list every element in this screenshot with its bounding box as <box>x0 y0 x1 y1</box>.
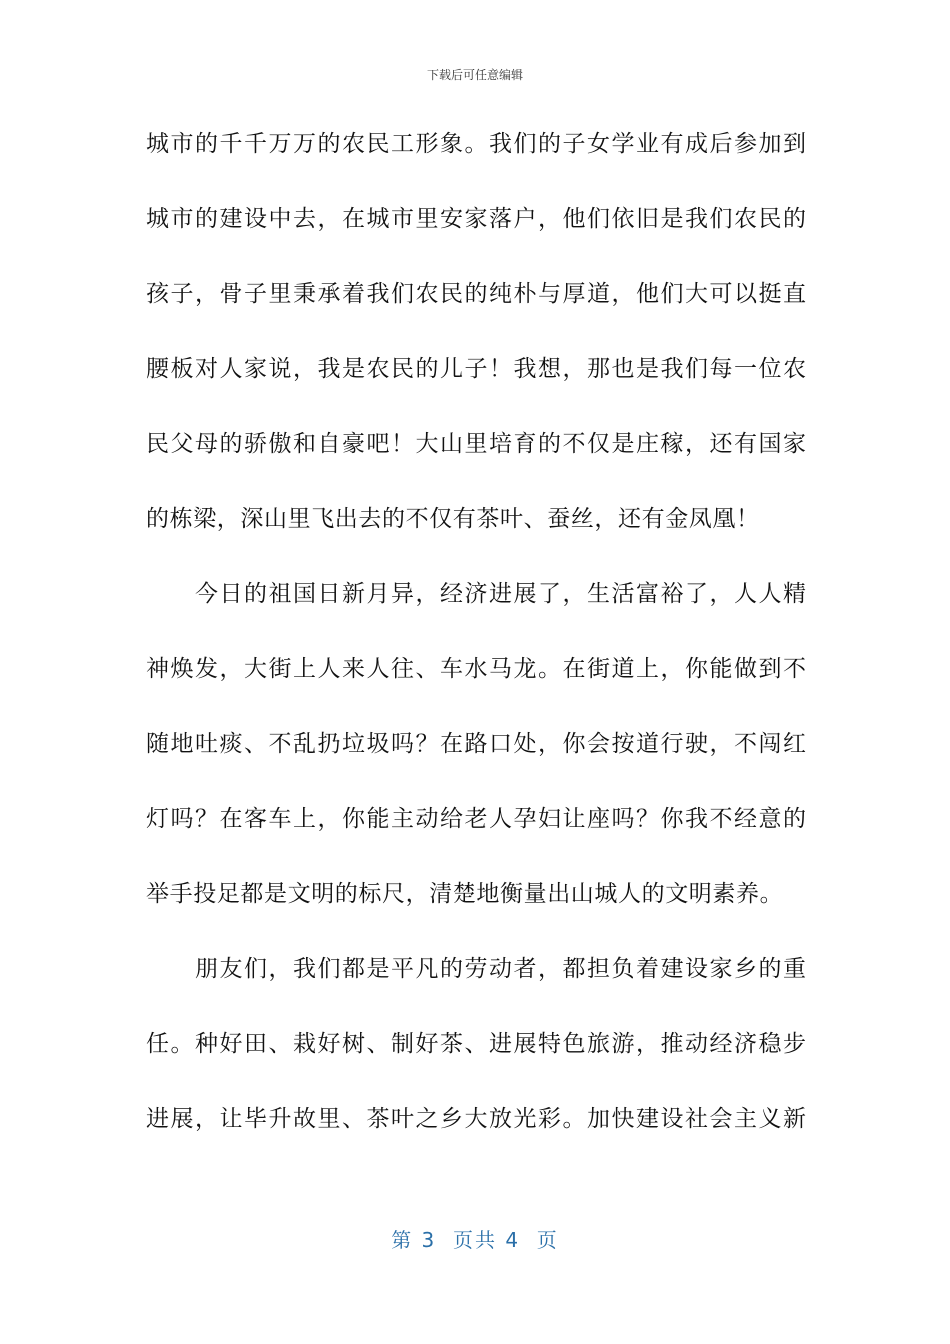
body-line: 进展，让毕升故里、茶叶之乡大放光彩。加快建设社会主义新 <box>146 1106 806 1132</box>
body-line: 的栋梁，深山里飞出去的不仅有茶叶、蚕丝，还有金凤凰！ <box>146 506 760 532</box>
body-line: 举手投足都是文明的标尺，清楚地衡量出山城人的文明素养。 <box>146 881 784 907</box>
body-line: 灯吗？在客车上，你能主动给老人孕妇让座吗？你我不经意的 <box>146 806 806 832</box>
body-line: 孩子，骨子里秉承着我们农民的纯朴与厚道，他们大可以挺直 <box>146 281 806 307</box>
body-line: 城市的建设中去，在城市里安家落户，他们依旧是我们农民的 <box>146 206 806 232</box>
page-footer <box>0 1224 950 1253</box>
body-line: 今日的祖国日新月异，经济进展了，生活富裕了，人人精 <box>146 581 806 607</box>
page-number: 第 3 页共 4 页 <box>391 1228 559 1252</box>
page-header: 下载后可任意编辑 <box>426 68 523 82</box>
body-line: 民父母的骄傲和自豪吧！大山里培育的不仅是庄稼，还有国家 <box>146 431 806 457</box>
body-line: 腰板对人家说，我是农民的儿子！我想，那也是我们每一位农 <box>146 356 806 382</box>
body-line: 随地吐痰、不乱扔垃圾吗？在路口处，你会按道行驶，不闯红 <box>146 731 806 757</box>
body-line: 城市的千千万万的农民工形象。我们的子女学业有成后参加到 <box>146 131 806 157</box>
body-line: 任。种好田、栽好树、制好茶、进展特色旅游，推动经济稳步 <box>146 1031 806 1057</box>
body-line: 神焕发，大街上人来人往、车水马龙。在街道上，你能做到不 <box>146 656 806 682</box>
body-line: 朋友们，我们都是平凡的劳动者，都担负着建设家乡的重 <box>146 956 806 982</box>
